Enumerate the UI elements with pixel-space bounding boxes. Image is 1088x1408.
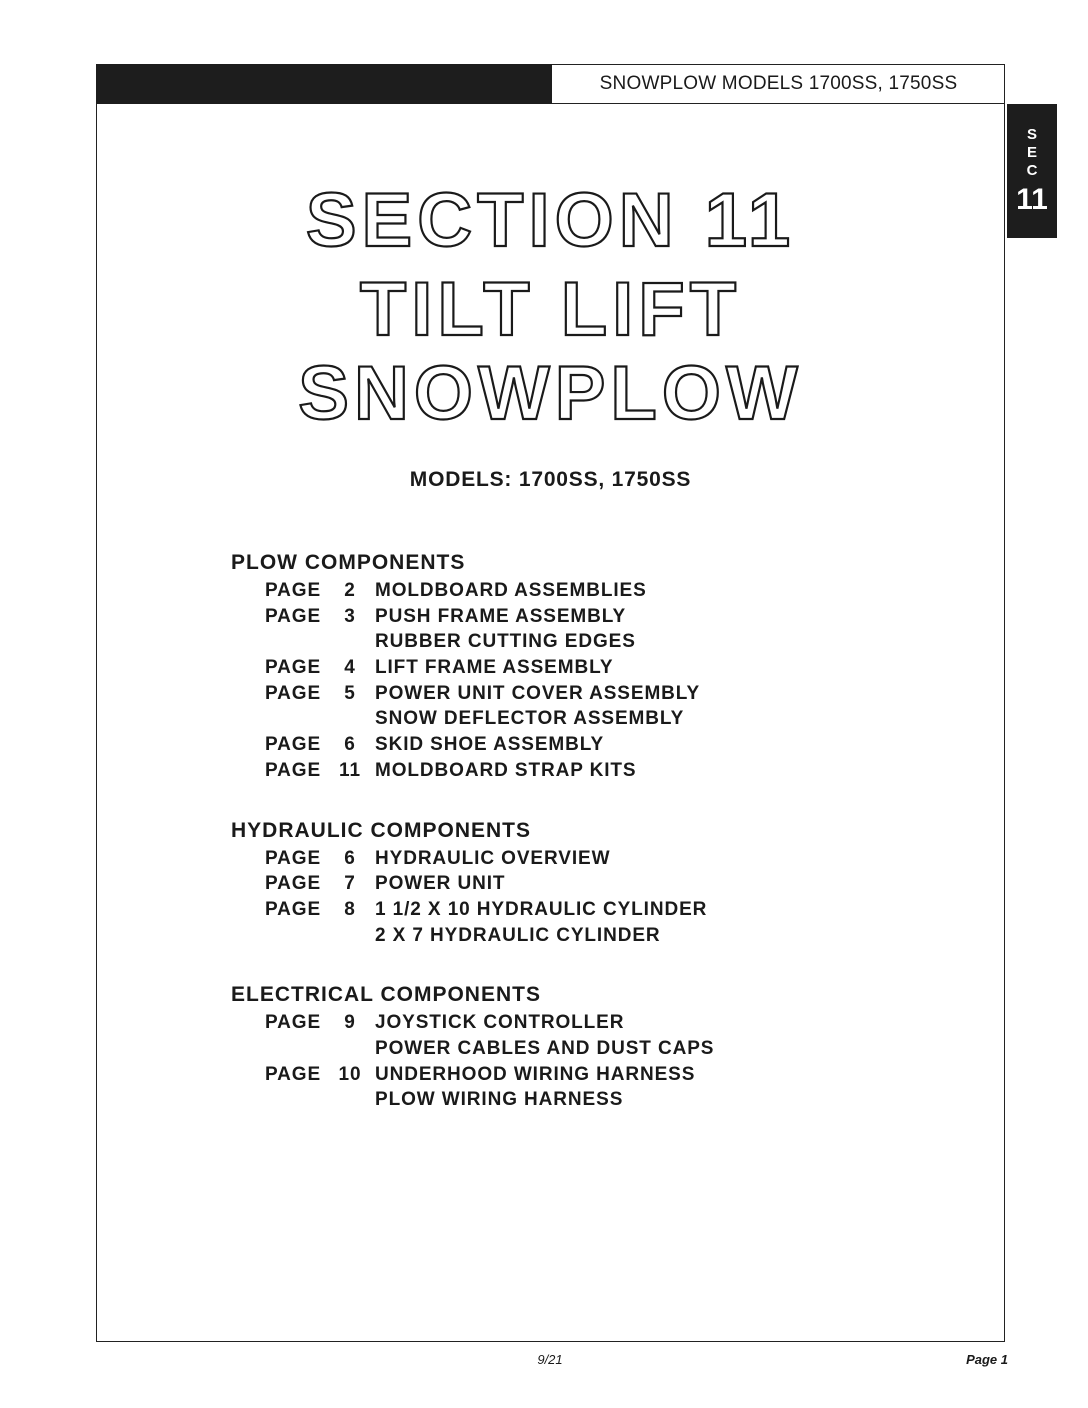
section-tab-letter: C — [1026, 162, 1038, 179]
toc-section-heading: ELECTRICAL COMPONENTS — [231, 983, 541, 1007]
toc-section-heading: PLOW COMPONENTS — [231, 551, 466, 574]
section-gap — [231, 948, 541, 980]
footer-date: 9/21 — [537, 1352, 563, 1367]
toc-row — [231, 732, 605, 758]
toc-row — [231, 681, 701, 707]
toc-row — [231, 1010, 625, 1036]
toc-item-description: PUSH FRAME ASSEMBLY — [375, 605, 627, 627]
toc-row — [231, 629, 636, 655]
toc-page-label: PAGE — [265, 759, 322, 781]
toc-row — [231, 897, 708, 923]
toc-page-number: 11 — [339, 759, 361, 781]
toc-page-number: 4 — [344, 657, 356, 679]
toc-page-label: PAGE — [265, 1063, 322, 1085]
toc-item-description: SKID SHOE ASSEMBLY — [375, 734, 605, 756]
toc-row — [231, 578, 647, 604]
section-tab-letter: S — [1026, 126, 1037, 143]
toc-page-number: 7 — [344, 873, 356, 895]
toc-row — [231, 1087, 624, 1113]
section-tab-letter: E — [1026, 144, 1037, 161]
toc-row — [231, 871, 541, 897]
toc-item-description: HYDRAULIC OVERVIEW — [375, 847, 611, 869]
toc-page-label: PAGE — [265, 605, 322, 627]
toc-page-number: 8 — [344, 898, 356, 920]
toc-item-description: SNOW DEFLECTOR ASSEMBLY — [375, 708, 685, 730]
title-line-2: TILT LIFT — [359, 267, 742, 352]
toc-page-number: 9 — [344, 1012, 356, 1034]
toc-row — [231, 846, 611, 872]
toc-page-number: 10 — [338, 1063, 362, 1085]
title-line-1: SECTION 11 — [305, 178, 796, 263]
toc-item-description: PLOW WIRING HARNESS — [375, 1089, 624, 1111]
toc-page-label: PAGE — [265, 657, 322, 679]
section-tab-number: 11 — [1016, 183, 1048, 216]
toc-page-number: 3 — [344, 605, 356, 627]
toc-item-description: JOYSTICK CONTROLLER — [375, 1012, 625, 1034]
toc-row — [231, 758, 637, 784]
toc-row — [231, 923, 661, 949]
toc-item-description: POWER UNIT COVER ASSEMBLY — [375, 682, 701, 704]
toc-row — [231, 706, 685, 732]
toc-item-description: UNDERHOOD WIRING HARNESS — [375, 1063, 696, 1085]
toc-item-description: 1 1/2 X 10 HYDRAULIC CYLINDER — [375, 898, 708, 920]
toc-page-number: 6 — [344, 734, 356, 756]
header-title: SNOWPLOW MODELS 1700SS, 1750SS — [552, 64, 1005, 104]
toc-item-description: POWER UNIT — [375, 873, 506, 895]
toc-row — [231, 1036, 715, 1062]
toc-item-description: POWER CABLES AND DUST CAPS — [375, 1037, 715, 1059]
toc-item-description: RUBBER CUTTING EDGES — [375, 631, 636, 653]
section-tab-letters — [1007, 104, 1057, 180]
section-tab — [1007, 104, 1057, 238]
toc-item-description: MOLDBOARD STRAP KITS — [375, 759, 637, 781]
toc-section-heading: HYDRAULIC COMPONENTS — [231, 818, 532, 842]
header-black-bar — [96, 64, 552, 104]
toc-row — [231, 604, 627, 630]
toc-row — [231, 1062, 696, 1088]
section-gap — [231, 784, 541, 816]
footer-page-number: Page 1 — [966, 1352, 1008, 1367]
toc-page-number: 5 — [344, 682, 356, 704]
toc-page-label: PAGE — [265, 734, 322, 756]
toc-item-description: MOLDBOARD ASSEMBLIES — [375, 580, 647, 601]
title-line-3: SNOWPLOW — [298, 351, 803, 436]
toc-item-description: 2 X 7 HYDRAULIC CYLINDER — [375, 924, 661, 946]
toc-page-label: PAGE — [265, 847, 322, 869]
toc-page-number: 6 — [344, 847, 356, 869]
models-line: MODELS: 1700SS, 1750SS — [409, 468, 692, 491]
table-of-contents — [231, 548, 715, 1113]
toc-row — [231, 655, 614, 681]
toc-page-label: PAGE — [265, 580, 322, 601]
toc-page-label: PAGE — [265, 873, 322, 895]
toc-page-label: PAGE — [265, 1012, 322, 1034]
toc-page-label: PAGE — [265, 898, 322, 920]
toc-page-number: 2 — [344, 580, 356, 601]
toc-page-label: PAGE — [265, 682, 322, 704]
toc-item-description: LIFT FRAME ASSEMBLY — [375, 657, 614, 679]
